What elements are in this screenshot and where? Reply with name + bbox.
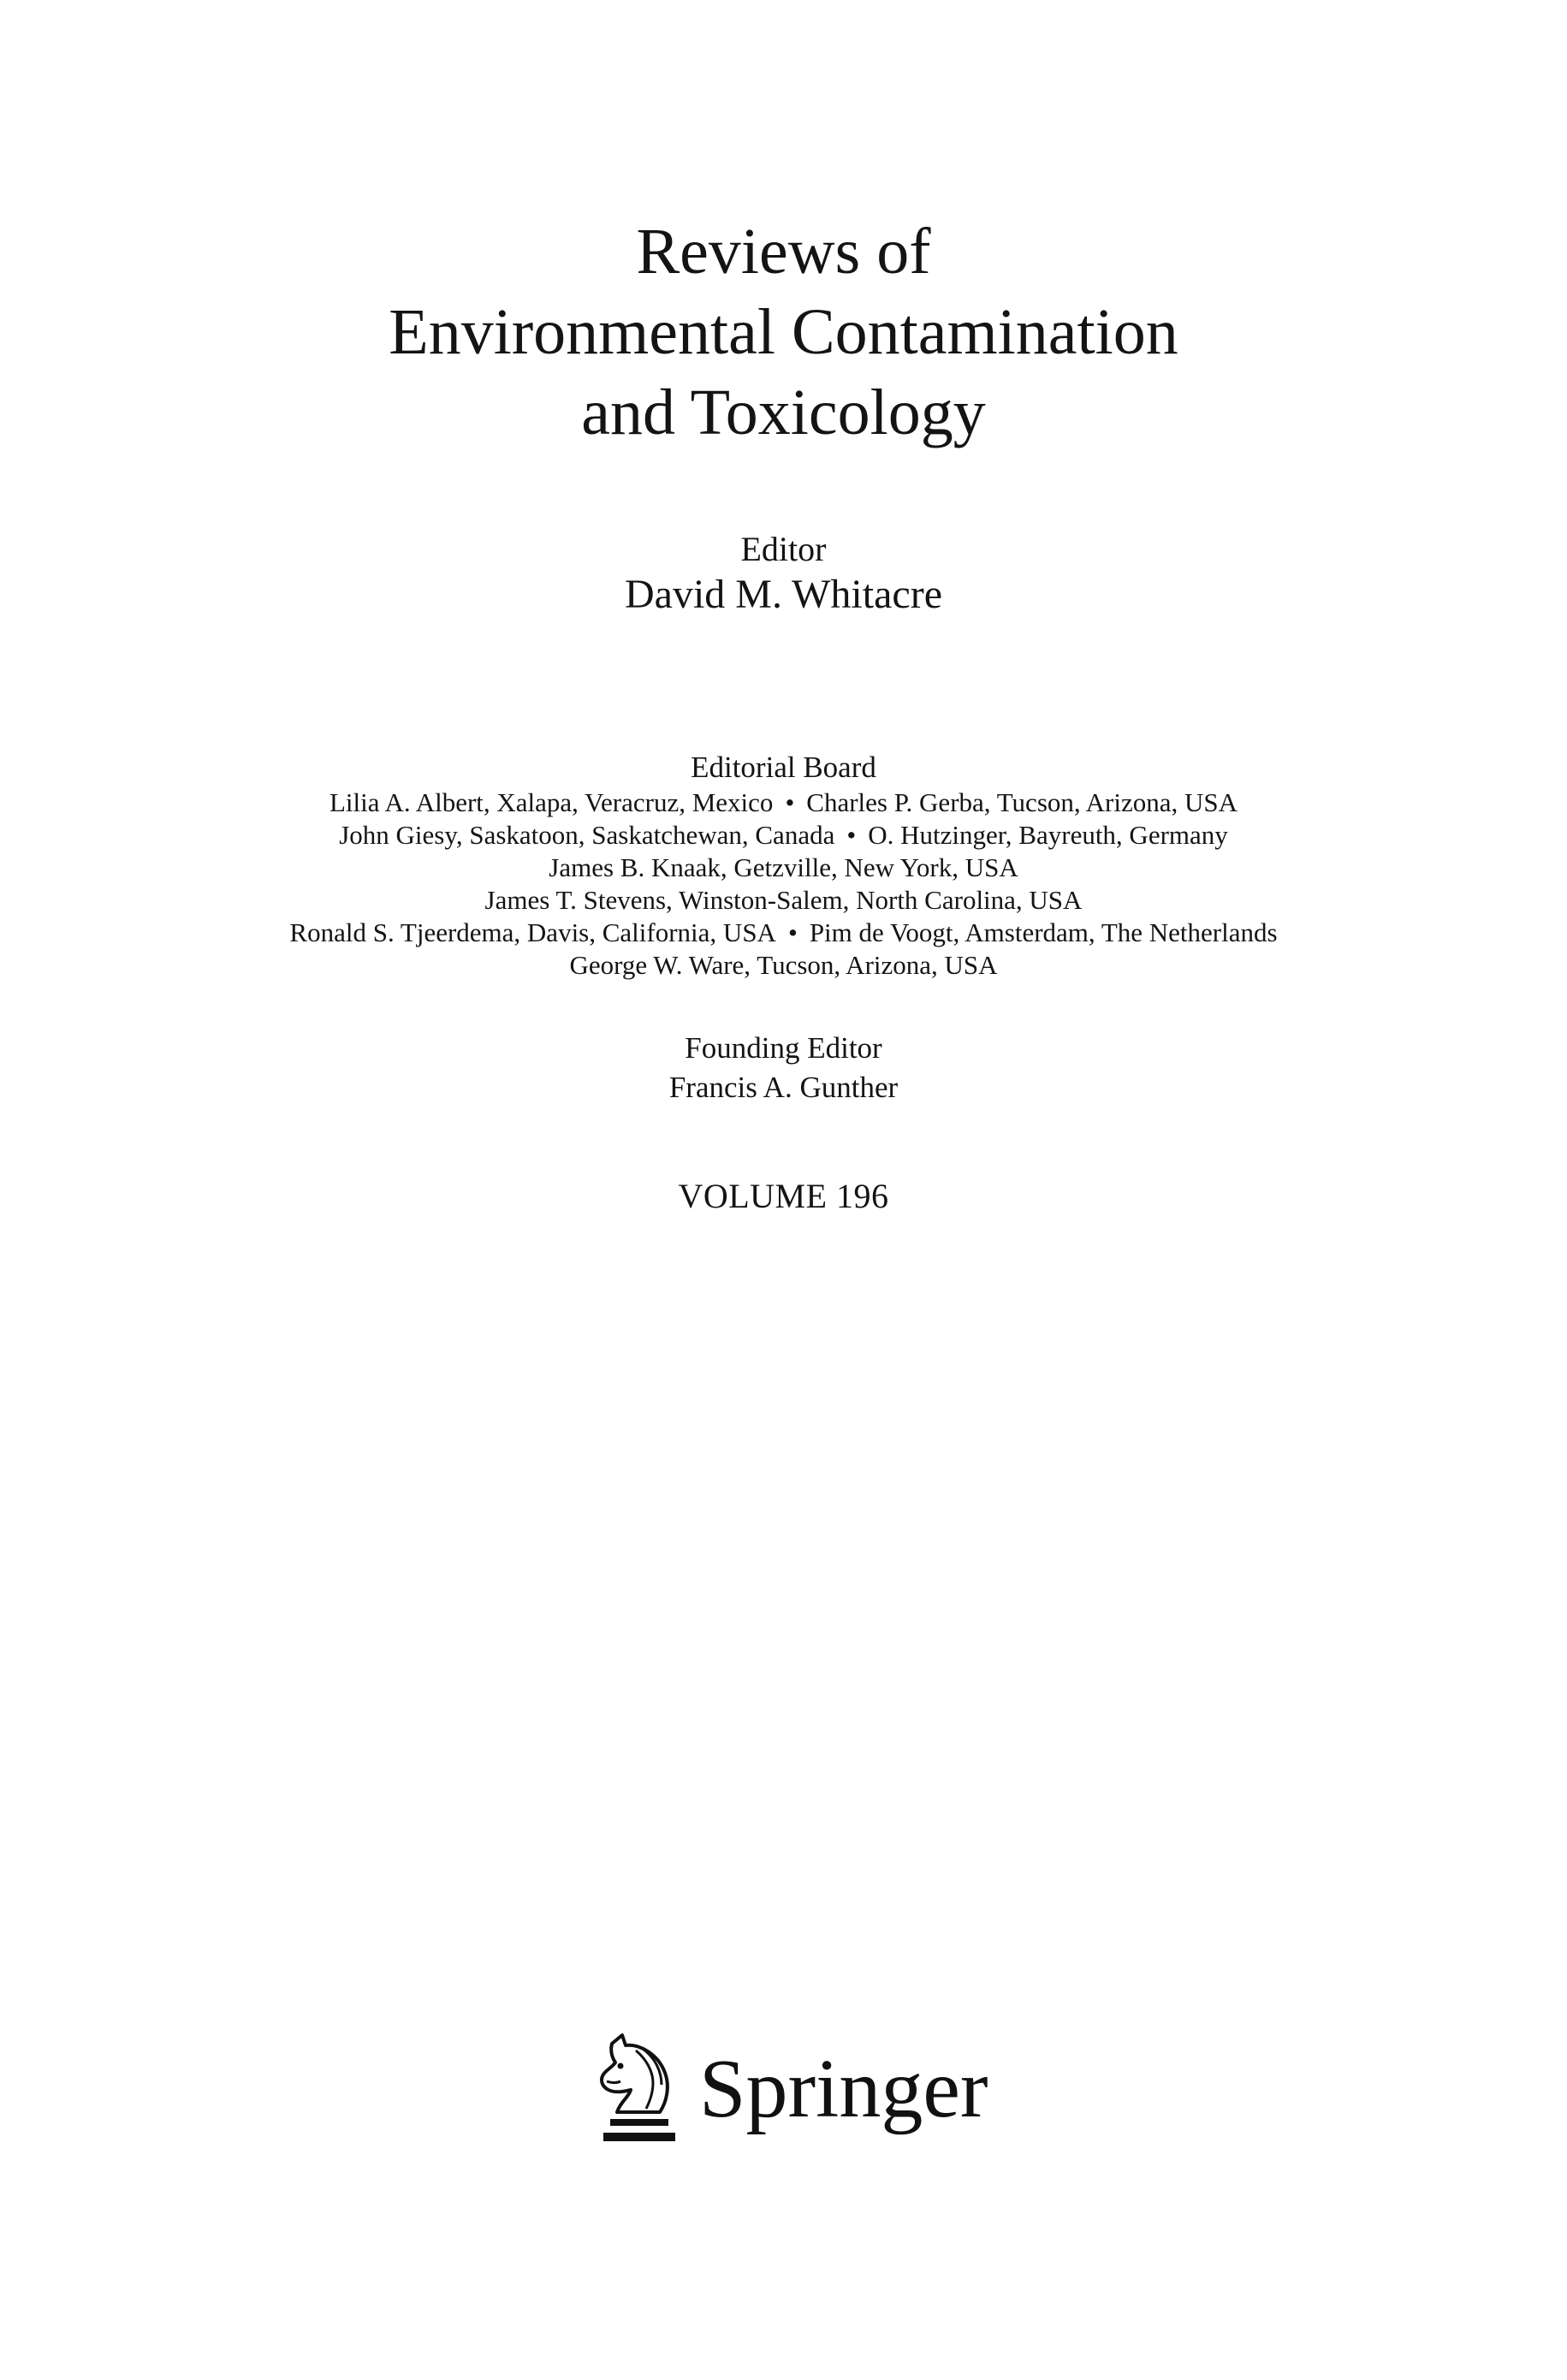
editorial-board-line	[0, 819, 1567, 852]
board-member: Lilia A. Albert, Xalapa, Veracruz, Mexico	[329, 787, 774, 817]
founding-editor-name: Francis A. Gunther	[668, 1071, 899, 1104]
springer-logo	[586, 2030, 988, 2150]
publisher-name: Springer	[699, 2043, 988, 2135]
board-member: Charles P. Gerba, Tucson, Arizona, USA	[806, 787, 1238, 817]
editorial-board-line	[0, 884, 1567, 917]
editor-label: Editor	[740, 530, 827, 568]
title-line-1: Reviews of	[636, 216, 931, 288]
board-member: George W. Ware, Tucson, Arizona, USA	[569, 950, 998, 980]
editorial-board-line	[0, 786, 1567, 819]
title-line-3: and Toxicology	[581, 377, 986, 448]
editorial-board-line	[0, 917, 1567, 949]
bullet-separator: •	[846, 820, 857, 850]
editorial-board-line	[0, 949, 1567, 982]
board-member: O. Hutzinger, Bayreuth, Germany	[868, 820, 1228, 850]
board-member: Pim de Voogt, Amsterdam, The Netherlands	[809, 917, 1278, 947]
title-line-2: Environmental Contamination	[389, 296, 1178, 368]
editorial-board-label: Editorial Board	[691, 751, 876, 784]
chess-knight-horse-icon	[586, 2030, 689, 2150]
board-member: Ronald S. Tjeerdema, Davis, California, USA	[289, 917, 776, 947]
editorial-board-line	[0, 852, 1567, 884]
bullet-separator: •	[787, 917, 798, 947]
board-member: James B. Knaak, Getzville, New York, USA	[549, 852, 1018, 882]
bullet-separator: •	[785, 787, 795, 817]
founding-editor-label: Founding Editor	[685, 1031, 882, 1065]
volume-number: VOLUME 196	[678, 1177, 889, 1215]
board-member: John Giesy, Saskatoon, Saskatchewan, Canada	[339, 820, 835, 850]
board-member: James T. Stevens, Winston-Salem, North Carolina, USA	[484, 885, 1083, 915]
editor-name: David M. Whitacre	[625, 572, 942, 617]
